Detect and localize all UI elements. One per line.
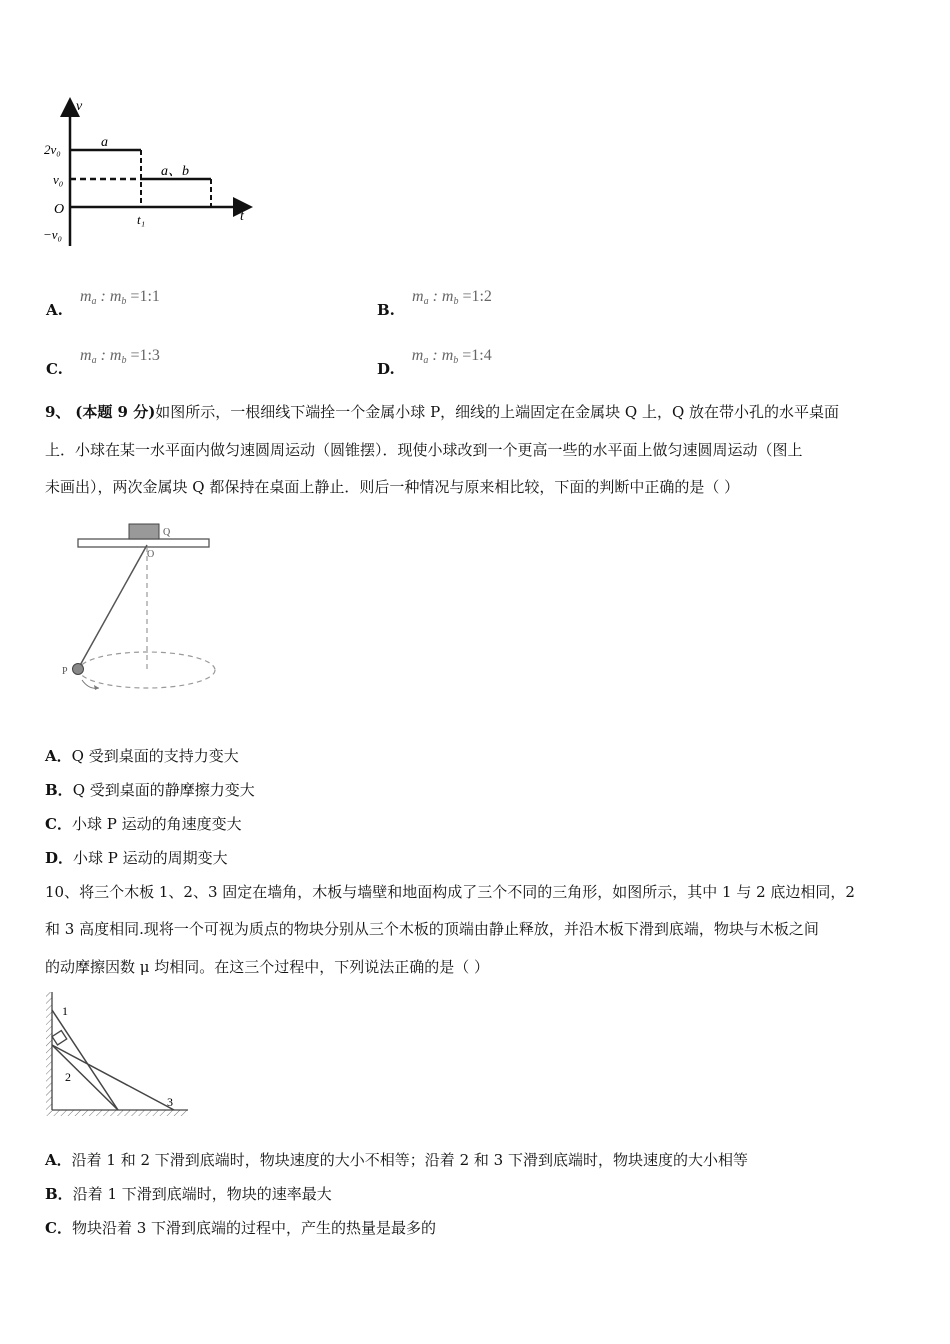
q9-stem-line-3: 未画出），两次金属块 Q 都保持在桌面上静止．则后一种情况与原来相比较，下面的判断中正确的是（ ） [45,478,740,496]
ball-p [73,664,84,675]
q8-option-b[interactable] [377,286,492,319]
option-letter: A. [46,301,63,319]
option-letter: C. [46,360,63,378]
q9-option-b[interactable]: B．Q 受到桌面的静摩擦力变大 [45,781,255,799]
q9-option-a[interactable]: A．Q 受到桌面的支持力变大 [45,747,239,765]
q10-stem-line-2: 和 3 高度相同.现将一个可视为质点的物块分别从三个木板的顶端由静止释放，并沿木板下滑到底端，物块与木板之间 [45,920,819,938]
q10-option-b[interactable]: B．沿着 1 下滑到底端时，物块的速率最大 [45,1185,332,1203]
v-axis-label: v [76,99,83,114]
board-1 [52,1010,118,1110]
inclined-boards-figure [40,988,190,1122]
wall [46,992,52,1114]
string [78,545,147,669]
q10-option-c[interactable]: C．物块沿着 3 下滑到底端的过程中，产生的热量是最多的 [45,1219,437,1237]
q9-stem-line-1: 9、 (本题 9 分)如图所示，一根细线下端拴一个金属小球 P，细线的上端固定在金属块 Q 上，Q 放在带小孔的水平桌面 [45,403,840,421]
tabletop [78,539,209,547]
tick-2v0: 2v₀ [44,142,61,157]
label-2: 2 [65,1070,71,1084]
velocity-time-graph [40,96,260,256]
mass-ratio-formula: $m_a$ : $m_b$ =1:3 [80,347,160,366]
tick-neg-v0: −v₀ [43,227,63,242]
q10-stem-line-3: 的动摩擦因数 μ 均相同。在这三个过程中，下列说法正确的是（ ） [45,958,490,976]
option-letter: B. [377,301,395,319]
q10-option-a[interactable]: A．沿着 1 和 2 下滑到底端时，物块速度的大小不相等；沿着 2 和 3 下滑到底端时，物块速度的大小相等 [45,1151,748,1169]
metal-block-q [129,524,159,539]
q9-stem-line-2: 上．小球在某一水平面内做匀速圆周运动（圆锥摆）．现使小球改到一个更高一些的水平面上做匀速圆周运动（图上 [45,441,803,459]
mass-ratio-formula: $m_a$ : $m_b$ =1:4 [411,347,492,366]
q8-option-d[interactable] [377,345,492,378]
label-p: P [62,666,68,677]
tick-v0: v₀ [53,172,64,187]
label-3: 3 [167,1095,173,1109]
label-a: a [101,135,108,150]
floor [46,1110,188,1116]
conical-pendulum-figure [55,518,225,698]
block [52,1031,67,1045]
q9-option-d[interactable]: D．小球 P 运动的周期变大 [45,849,228,867]
t-axis-label: t [240,209,244,224]
label-q: Q [163,527,171,538]
q9-option-c[interactable]: C．小球 P 运动的角速度变大 [45,815,242,833]
tick-t1: t₁ [137,212,146,227]
mass-ratio-formula: $m_a$ : $m_b$ =1:2 [412,288,492,307]
label-ab: a、b [161,164,189,179]
option-letter: D. [377,360,395,378]
label-o: O [147,549,155,560]
q8-option-a[interactable] [46,286,160,319]
label-1: 1 [62,1004,68,1018]
mass-ratio-formula: $m_a$ : $m_b$ =1:1 [79,288,160,307]
origin-label: O [54,202,65,217]
board-2 [52,1045,118,1110]
q8-option-c[interactable] [46,345,160,378]
q10-stem-line-1: 10、将三个木板 1、2、3 固定在墙角，木板与墙壁和地面构成了三个不同的三角形，如图所示，其中 1 与 2 底边相同，2 [45,883,855,901]
